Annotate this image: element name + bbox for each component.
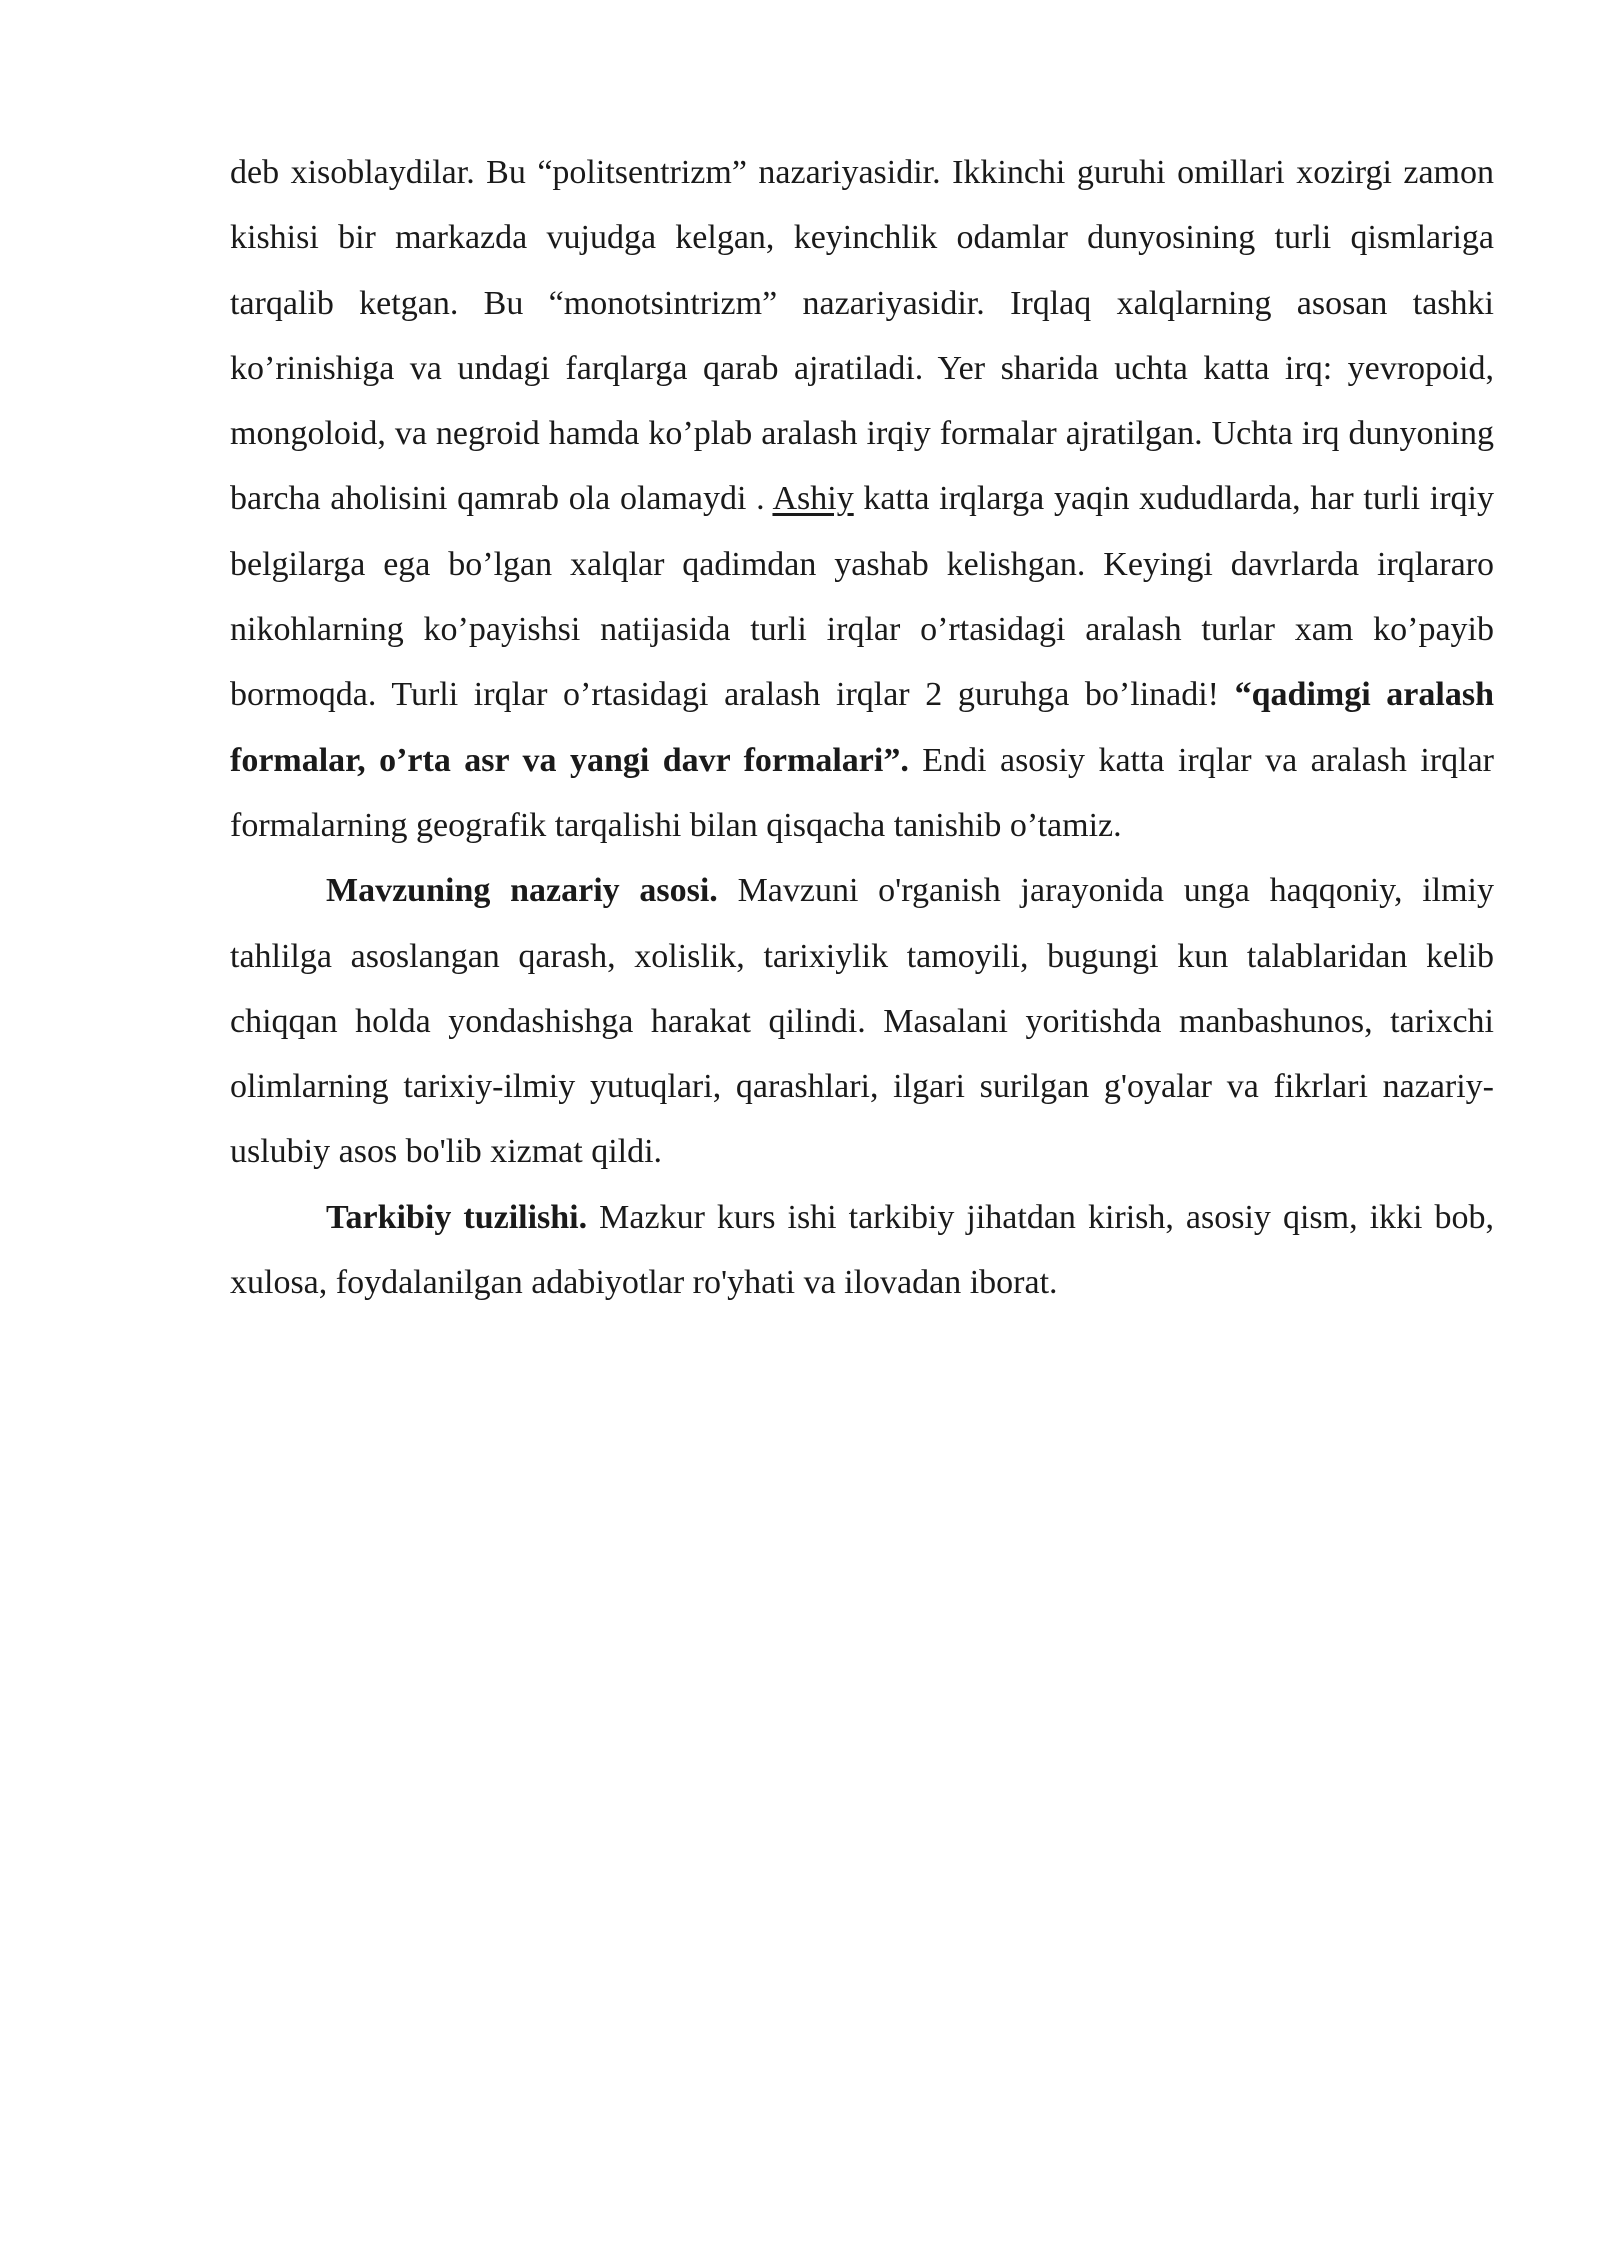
section-heading-theoretical-basis: Mavzuning nazariy asosi. [326, 872, 718, 910]
paragraph-text: katta irqlarga yaqin xududlarda, har turli irqiy belgilarga ega bo’lgan xalqlar qadimdan yashab kelishgan. Keyingi davrlarda irqlararo nikohlarning ko’payishsi natijasida turli irqlar o’rtasidagi aralash turlar xam ko’payib bormoqda. Turli irqlar o’rtasidagi aralash irqlar 2 guruhga bo’linadi! [230, 480, 1494, 714]
paragraph-races-theory [230, 140, 1494, 858]
paragraph-text: Endi asosiy katta irqlar va aralash irqlar formalarning geografik tarqalishi bilan qisqacha tanishib o’tamiz. [230, 741, 1494, 844]
section-heading-structure: Tarkibiy tuzilishi. [326, 1198, 588, 1236]
underlined-word: Ashiy [772, 480, 854, 518]
paragraph-text: deb xisoblaydilar. Bu “politsentrizm” nazariyasidir. Ikkinchi guruhi omillari xozirgi zamon kishisi bir markazda vujudga kelgan, keyinchlik odamlar dunyosining turli qismlariga tarqalib ketgan. Bu “monotsintrizm” nazariyasidir. Irqlaq xalqlarning asosan tashki ko’rinishiga va undagi farqlarga qarab ajratiladi. Yer sharida uchta katta irq: yevropoid, mongoloid, va negroid hamda ko’plab aralash irqiy formalar ajratilgan. Uchta irq dunyoning barcha aholisini qamrab ola olamaydi . [230, 154, 1494, 518]
paragraph-text: Mavzuni o'rganish jarayonida unga haqqoniy, ilmiy tahlilga asoslangan qarash, xolislik, tarixiylik tamoyili, bugungi kun talablaridan kelib chiqqan holda yondashishga harakat qilindi. Masalani yoritishda manbashunos, tarixchi olimlarning tarixiy-ilmiy yutuqlari, qarashlari, ilgari surilgan g'oyalar va fikrlari nazariy- uslubiy asos bo'lib xizmat qildi. [230, 872, 1494, 1171]
document-page [230, 140, 1494, 1315]
paragraph-theoretical-basis [230, 858, 1494, 1184]
paragraph-structure [230, 1185, 1494, 1316]
bold-quote: “qadimgi aralash formalar, o’rta asr va yangi davr formalari”. [230, 676, 1494, 779]
paragraph-text: Mazkur kurs ishi tarkibiy jihatdan kirish, asosiy qism, ikki bob, xulosa, foydalanilgan adabiyotlar ro'yhati va ilovadan iborat. [230, 1198, 1495, 1302]
